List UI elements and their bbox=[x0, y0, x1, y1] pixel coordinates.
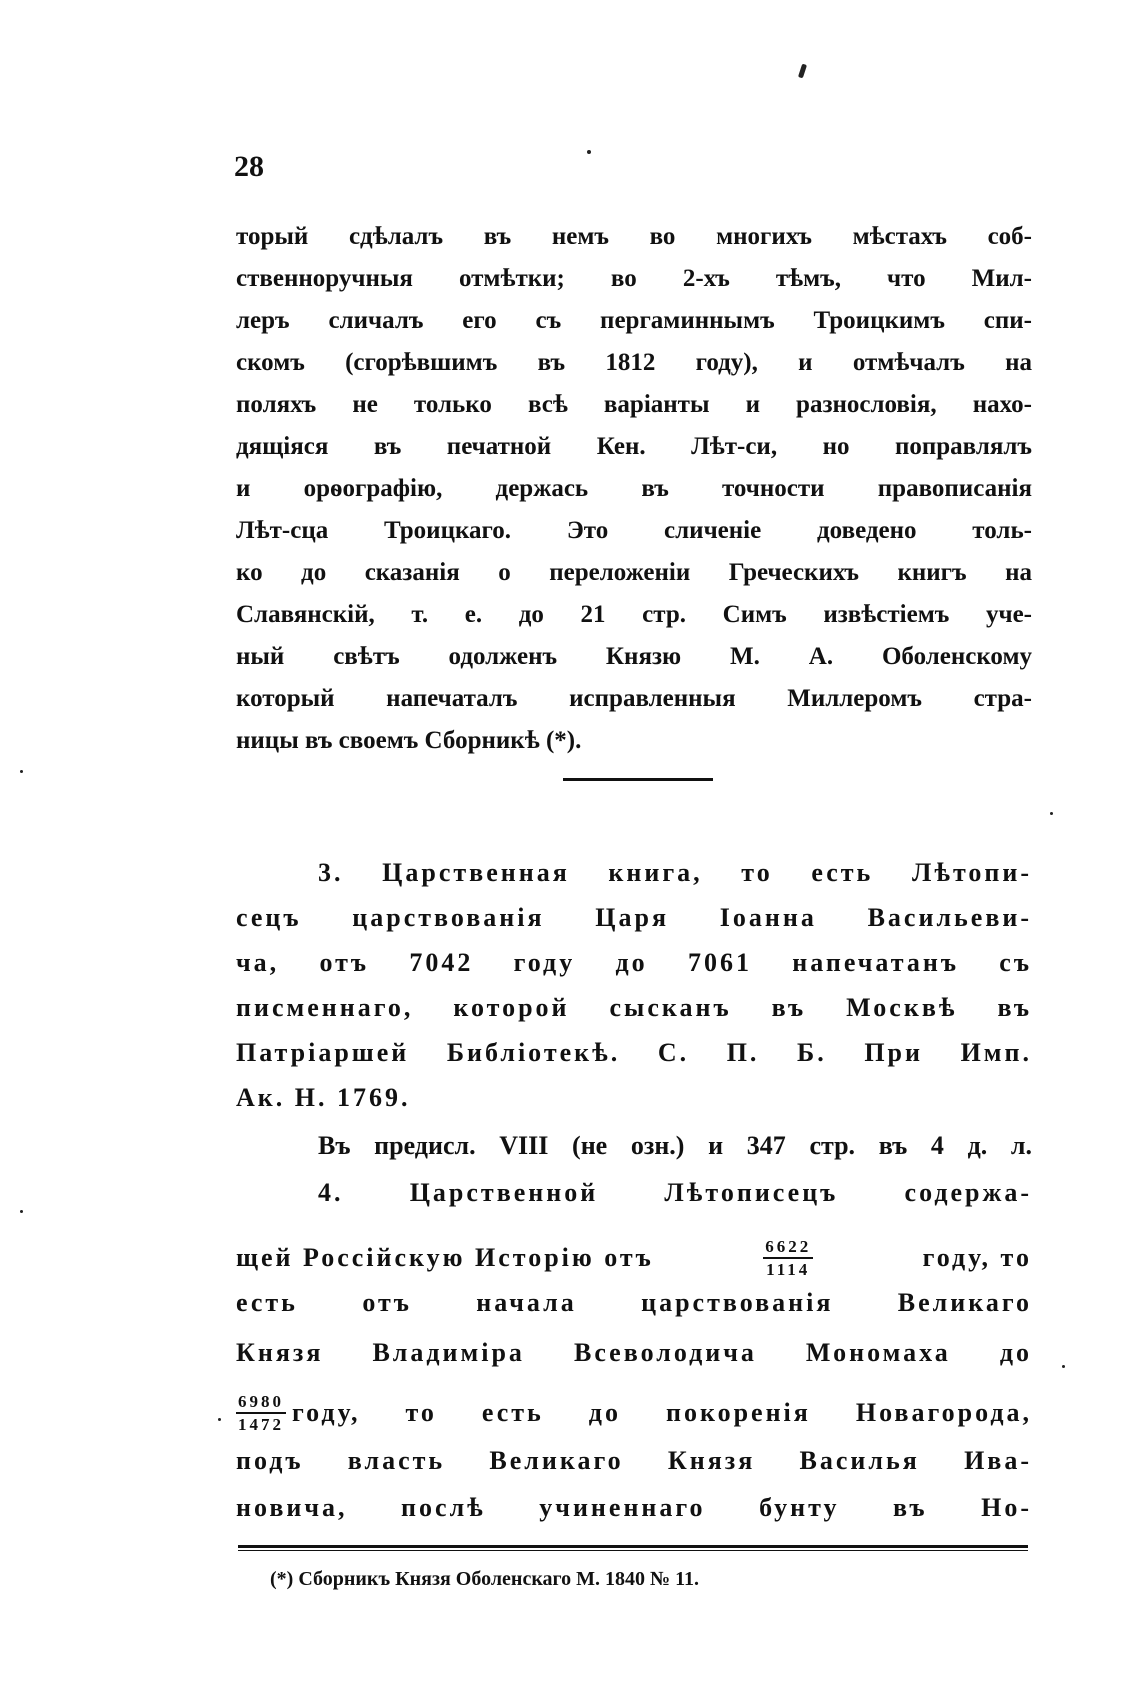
entry-text-line: Князя Владиміра Всеволодича Мономаха до bbox=[236, 1338, 1032, 1367]
text-line: леръ сличалъ его съ пергаминнымъ Троицкимъ спи- bbox=[236, 307, 1032, 334]
text-line: торый сдѣлалъ въ немъ во многихъ мѣстахъ соб- bbox=[236, 223, 1032, 250]
text-line: дящіяся въ печатной Кен. Лѣт-си, но поправлялъ bbox=[236, 433, 1032, 460]
entry-heading-line: 3. Царственная книга, то есть Лѣтопи- bbox=[318, 858, 1032, 887]
footnote-rule-thin bbox=[238, 1550, 1028, 1551]
fraction-numerator: 6622 bbox=[763, 1238, 813, 1259]
text-line: ственноручныя отмѣтки; во 2-хъ тѣмъ, что Мил- bbox=[236, 265, 1032, 292]
text-line: и орѳографію, держась въ точности правописанія bbox=[236, 475, 1032, 502]
footnote-rule bbox=[238, 1545, 1028, 1548]
text-line: ный свѣтъ одолженъ Князю М. А. Оболенскому bbox=[236, 643, 1032, 670]
entry-text-line: новича, послѣ учиненнаго бунту въ Но- bbox=[236, 1493, 1032, 1522]
entry-text-line: Патріаршей Библіотекѣ. С. П. Б. При Имп. bbox=[236, 1038, 1032, 1067]
entry-text-line: ча, отъ 7042 году до 7061 напечатанъ съ bbox=[236, 948, 1032, 977]
text-line: Славянскій, т. е. до 21 стр. Симъ извѣстіемъ уче- bbox=[236, 601, 1032, 628]
section-divider bbox=[563, 778, 713, 781]
fraction-denominator: 1114 bbox=[766, 1260, 811, 1279]
text-fragment: году, то bbox=[922, 1243, 1032, 1272]
footnote: (*) Сборникъ Князя Оболенскаго М. 1840 № 11. bbox=[270, 1568, 700, 1590]
fraction-year bbox=[763, 1238, 813, 1278]
entry-text-line: есть отъ начала царствованія Великаго bbox=[236, 1288, 1032, 1317]
fraction-denominator: 1472 bbox=[238, 1415, 284, 1434]
entry-heading-line: 4. Царственной Лѣтописецъ содержа- bbox=[318, 1178, 1032, 1207]
text-line: ко до сказанія о переложеніи Греческихъ книгъ на bbox=[236, 559, 1032, 586]
fraction-numerator: 6980 bbox=[236, 1393, 286, 1414]
entry-text-line: писменнаго, которой сысканъ въ Москвѣ въ bbox=[236, 993, 1032, 1022]
page-number: 28 bbox=[234, 150, 264, 183]
text-line: поляхъ не только всѣ варіанты и разнословія, нахо- bbox=[236, 391, 1032, 418]
entry-text-line-last: Ак. Н. 1769. bbox=[236, 1083, 411, 1112]
entry-text-line-with-fraction bbox=[236, 1393, 1032, 1433]
fraction-year bbox=[236, 1393, 286, 1433]
text-line: Лѣт-сца Троицкаго. Это сличеніе доведено толь- bbox=[236, 517, 1032, 544]
text-line: который напечаталъ исправленныя Миллеромъ стра- bbox=[236, 685, 1032, 712]
entry-text-line: подъ власть Великаго Князя Василья Ива- bbox=[236, 1446, 1032, 1475]
text-line: скомъ (сгорѣвшимъ въ 1812 году), и отмѣчалъ на bbox=[236, 349, 1032, 376]
entry-text-line: сецъ царствованія Царя Іоанна Васильеви- bbox=[236, 903, 1032, 932]
entry-details: Въ предисл. VIII (не озн.) и 347 стр. въ 4 д. л. bbox=[318, 1131, 1032, 1160]
text-line-last: ницы въ своемъ Сборникѣ (*). bbox=[236, 727, 582, 754]
text-fragment: году, то есть до покоренія Новагорода, bbox=[292, 1398, 1032, 1427]
text-fragment: щей Россійскую Исторію отъ bbox=[236, 1243, 654, 1272]
entry-text-line-with-fraction bbox=[236, 1238, 1032, 1278]
